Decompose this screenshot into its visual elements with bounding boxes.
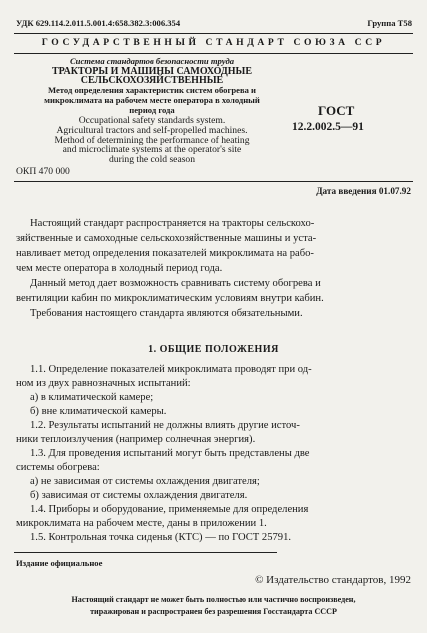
copyright-notice: © Издательство стандартов, 1992 [255, 574, 411, 586]
intro-paragraph-line: зяйственные и самоходные сельскохозяйственные машины и уста- [16, 233, 317, 244]
english-title-line-4: and microclimate systems at the operator's site [62, 144, 242, 156]
group-code: Группа Т58 [367, 18, 412, 28]
issuer-rule [14, 53, 413, 54]
clause-1-3-item-b: б) зависимая от системы охлаждения двигателя. [30, 490, 248, 501]
clause-1-1-line: 1.1. Определение показателей микроклимата проводят при од- [30, 364, 312, 375]
clause-1-2-line: 1.2. Результаты испытаний не должны влиять другие источ- [30, 420, 300, 431]
clause-1-5-line: 1.5. Контрольная точка сиденья (КТС) — по ГОСТ 25791. [30, 532, 292, 543]
clause-1-3-line: 1.3. Для проведения испытаний могут быть представлены две [30, 448, 310, 459]
method-paragraph-line: Данный метод дает возможность сравнивать систему обогрева и [30, 278, 321, 289]
english-title-line-1: Occupational safety standards system. [78, 115, 226, 127]
clause-1-1-line: ном из двух равнозначных испытаний: [16, 378, 191, 389]
system-name: Система стандартов безопасности труда [69, 56, 235, 66]
title-line-2: СЕЛЬСКОХОЗЯЙСТВЕННЫЕ [80, 75, 224, 87]
standard-title-block [28, 57, 276, 165]
udc-code: УДК 629.114.2.011.5.001.4:658.382.3:006.354 [16, 18, 181, 28]
title-rule [14, 181, 413, 182]
clause-1-1-item-a: а) в климатической камере; [30, 392, 154, 403]
title-line-1: ТРАКТОРЫ И МАШИНЫ САМОХОДНЫЕ [51, 65, 253, 77]
method-line-3: период года [129, 104, 175, 115]
intro-paragraph-line: Настоящий стандарт распространяется на тракторы сельскохо- [30, 218, 315, 229]
issuer-title: ГОСУДАРСТВЕННЫЙ СТАНДАРТ СОЮЗА ССР [41, 37, 386, 48]
english-title-line-2: Agricultural tractors and self-propelled machines. [56, 124, 248, 136]
top-rule [14, 33, 413, 34]
mandatory-paragraph-line: Требования настоящего стандарта являются обязательными. [30, 308, 303, 319]
method-paragraph-line: вентиляции кабин по микроклиматическим условиям внутри кабин. [16, 293, 324, 304]
intro-paragraph-line: навливает метод определения показателей микроклимата на рабо- [16, 248, 314, 259]
introduction-date: Дата введения 01.07.92 [316, 186, 411, 196]
clause-1-1-item-b: б) вне климатической камеры. [30, 406, 167, 417]
clause-1-4-line: микроклимата на рабочем месте, даны в приложении 1. [16, 518, 267, 529]
method-line-1: Метод определения характеристик систем обогрева и [48, 85, 256, 96]
english-title-line-3: Method of determining the performance of heating [54, 134, 250, 146]
official-edition-label: Издание официальное [16, 558, 103, 568]
section-heading: 1. ОБЩИЕ ПОЛОЖЕНИЯ [148, 344, 279, 355]
clause-1-4-line: 1.4. Приборы и оборудование, применяемые для определения [30, 504, 309, 515]
okp-code: ОКП 470 000 [16, 166, 70, 177]
gost-label: ГОСТ [318, 103, 355, 118]
clause-1-2-line: ники теплоизлучения (например солнечная энергия). [16, 434, 256, 445]
clause-1-3-line: системы обогрева: [16, 462, 100, 473]
method-line-2: микроклимата на рабочем месте оператора в холодный [44, 94, 260, 105]
english-title-line-5: during the cold season [108, 154, 196, 166]
footer-rule [14, 552, 277, 553]
reproduction-notice-line-2: тиражирован и распространен без разрешения Госстандарта СССР [90, 607, 337, 616]
gost-number: 12.2.002.5—91 [292, 121, 364, 133]
clause-1-3-item-a: а) не зависимая от системы охлаждения двигателя; [30, 476, 260, 487]
reproduction-notice-line-1: Настоящий стандарт не может быть полностью или частично воспроизведен, [71, 595, 356, 604]
intro-paragraph-line: чем месте оператора в холодный период года. [16, 263, 223, 274]
